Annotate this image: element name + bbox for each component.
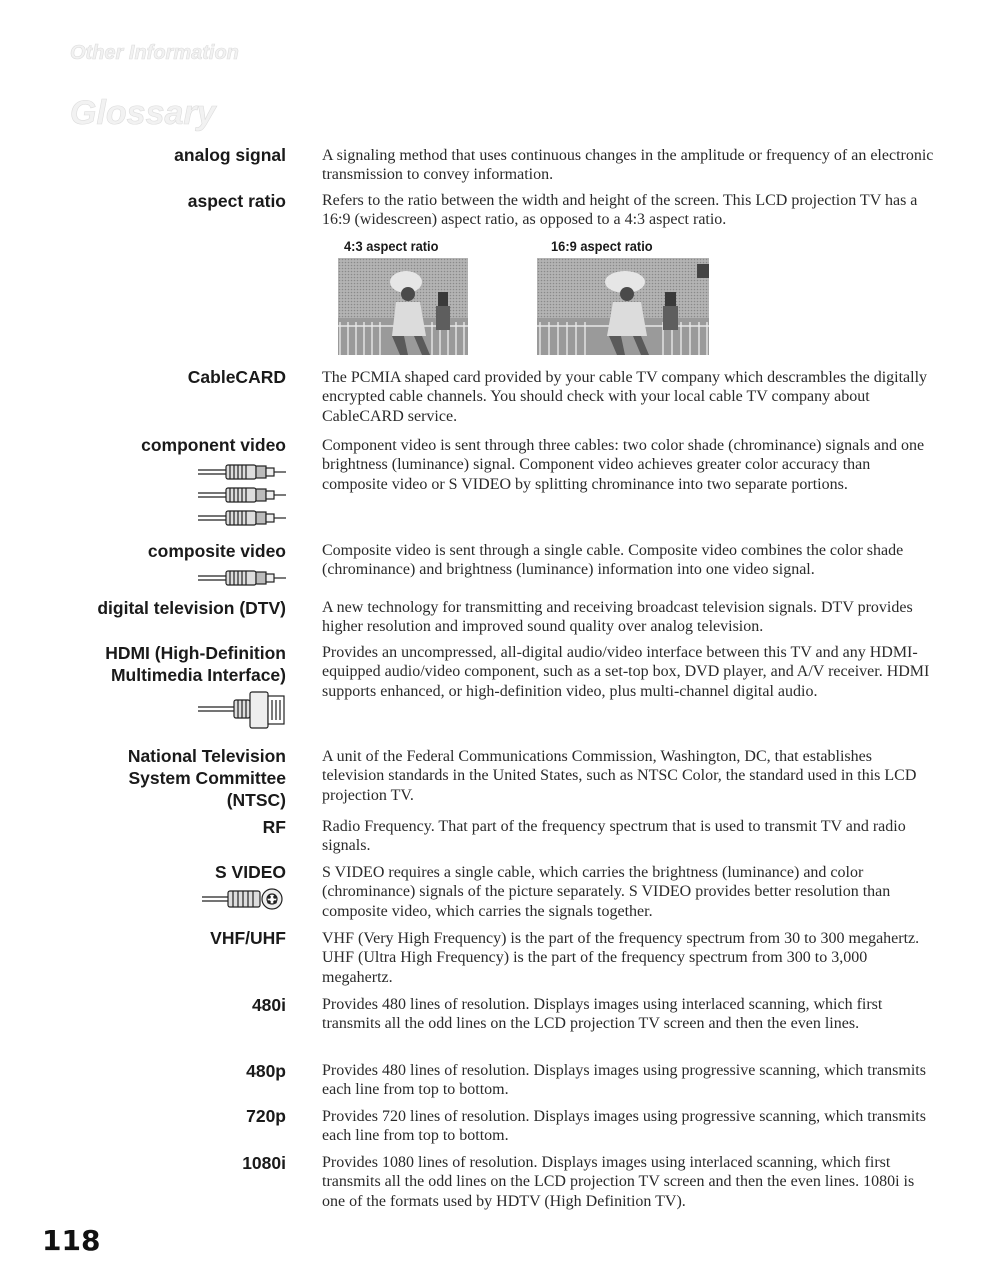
hdmi-plug-icon: [196, 688, 288, 732]
term-vhf-uhf: VHF/UHF: [210, 928, 286, 948]
term-480i: 480i: [251, 995, 286, 1015]
term-component-video: component video: [141, 435, 286, 455]
term-1080i: 1080i: [242, 1153, 286, 1173]
definition-ntsc: A unit of the Federal Communications Commission, Washington, DC, that establishes television standards in the United States, such as NTSC Color, the standard used in this LCD projection TV.: [322, 748, 917, 804]
definition-analog-signal: A signaling method that uses continuous changes in the amplitude or frequency of an electronic transmission to convey information.: [322, 147, 934, 184]
rca-plug-icon: [196, 567, 288, 589]
term-aspect-ratio: aspect ratio: [187, 191, 286, 211]
definition-composite-video: Composite video is sent through a single cable. Composite video combines the color shade (chrominance) and brightness (luminance) information into one video signal.: [322, 542, 904, 579]
aspect-16-9-caption: 16:9 aspect ratio: [551, 238, 653, 254]
term-cablecard: CableCARD: [187, 367, 286, 387]
term-720p: 720p: [246, 1106, 286, 1126]
term-composite-video: composite video: [147, 541, 286, 561]
page-title: Glossary: [70, 94, 216, 132]
rca-plug-icon: [196, 462, 288, 528]
term-analog-signal: analog signal: [174, 145, 286, 165]
aspect-4-3-photo: [338, 258, 468, 355]
definition-cablecard: The PCMIA shaped card provided by your cable TV company which descrambles the digitally encrypted cable channels. You should check with your local cable TV company about CableCARD service.: [322, 369, 928, 425]
aspect-4-3-caption: 4:3 aspect ratio: [344, 238, 439, 254]
section-header: Other Information: [70, 42, 239, 64]
definition-dtv: A new technology for transmitting and receiving broadcast television signals. DTV provides higher resolution and improved sound quality over analog television.: [322, 599, 913, 636]
term-480p: 480p: [246, 1061, 286, 1081]
svideo-plug-icon: [200, 886, 288, 912]
definition-480p: Provides 480 lines of resolution. Displays images using progressive scanning, which transmits each line from top to bottom.: [322, 1062, 926, 1099]
definition-480i: Provides 480 lines of resolution. Displays images using interlaced scanning, which first transmits all the odd lines on the LCD projection TV screen and then the even lines.: [322, 996, 883, 1033]
definition-hdmi: Provides an uncompressed, all-digital audio/video interface between this TV and any HDMI-equipped audio/video component, such as a set-top box, DVD player, and A/V receiver. HDMI supports enhanced, or high-definition video, plus multi-channel digital audio.: [322, 644, 930, 700]
definition-svideo: S VIDEO requires a single cable, which carries the brightness (luminance) and color (chrominance) signals of the picture separately. S VIDEO provides better resolution than composite video, which carries the signals together.: [322, 864, 891, 920]
term-svideo: S VIDEO: [215, 862, 286, 882]
definition-1080i: Provides 1080 lines of resolution. Displays images using interlaced scanning, which first transmits all the odd lines on the LCD projection TV screen and then the even lines. 1080i is one of the formats used by HDTV (High Definition TV).: [322, 1154, 915, 1210]
term-ntsc: National Television System Committee (NTSC): [127, 746, 286, 810]
aspect-16-9-photo: [537, 258, 709, 355]
definition-aspect-ratio: Refers to the ratio between the width and height of the screen. This LCD projection TV has a 16:9 (widescreen) aspect ratio, as opposed to a 4:3 aspect ratio.: [322, 192, 918, 229]
definition-vhf-uhf: VHF (Very High Frequency) is the part of the frequency spectrum from 30 to 300 megahertz. UHF (Ultra High Frequency) is the part of the frequency spectrum from 300 to 3,000 megahertz.: [322, 930, 920, 986]
definition-rf: Radio Frequency. That part of the frequency spectrum that is used to transmit TV and radio signals.: [322, 818, 906, 855]
definition-720p: Provides 720 lines of resolution. Displays images using progressive scanning, which transmits each line from top to bottom.: [322, 1108, 926, 1145]
term-dtv: digital television (DTV): [97, 598, 286, 618]
term-rf: RF: [262, 817, 286, 837]
page-number: 118: [42, 1224, 101, 1257]
term-hdmi: HDMI (High-Definition Multimedia Interface): [105, 643, 286, 685]
definition-component-video: Component video is sent through three cables: two color shade (chrominance) signals and one brightness (luminance) signal. Component video achieves greater color accuracy than composite video or S VIDEO by splitting chrominance into two separate portions.: [322, 437, 925, 493]
